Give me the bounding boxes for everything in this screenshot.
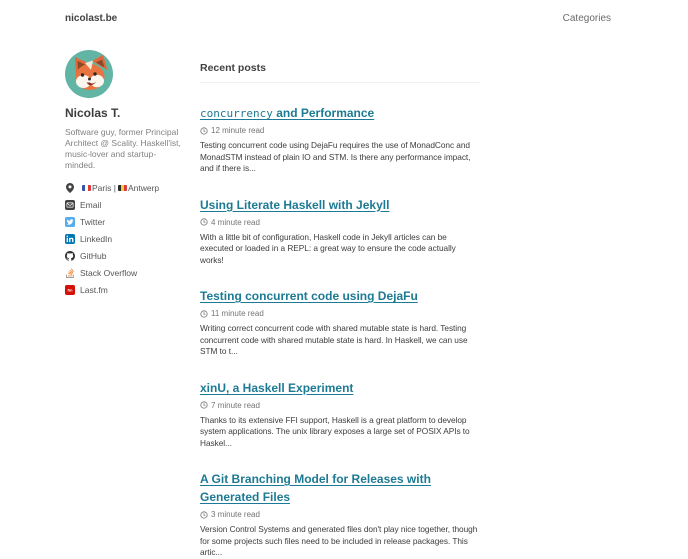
post-excerpt: Version Control Systems and generated files don't play nice together, though for some projects such files need to be included in release packages. This artic... [200, 524, 478, 557]
read-time: 3 minute read [211, 510, 260, 519]
sidebar-item-stackoverflow [65, 264, 185, 281]
belgium-flag-icon [118, 185, 127, 191]
post-meta [200, 510, 480, 519]
sidebar [65, 50, 185, 559]
clock-icon [200, 310, 208, 318]
email-icon [65, 200, 75, 210]
sidebar-item-email [65, 196, 185, 213]
sidebar-item-label: Last.fm [80, 284, 108, 295]
post-excerpt: Writing correct concurrent code with shared mutable state is hard. Testing concurrent code with shared mutable state is hard. In Haskell, we can use STM to t... [200, 323, 468, 356]
post-item [200, 470, 480, 559]
recent-posts-heading: Recent posts [200, 62, 480, 83]
linkedin-icon [65, 234, 75, 244]
post-title-link[interactable]: A Git Branching Model for Releases with Generated Files [200, 472, 431, 504]
sidebar-item-label: Twitter [80, 216, 106, 227]
post-excerpt: Testing concurrent code using DejaFu requires the use of MonadConc and MonadSTM instead of plain IO and STM. Is there any performance impact, and if there is... [200, 140, 471, 173]
post-meta [200, 218, 480, 227]
post-title-text: and Performance [272, 106, 375, 120]
post-item [200, 196, 480, 267]
post-title-link[interactable] [200, 106, 374, 120]
location-pin-icon [65, 183, 75, 193]
post-title-link[interactable]: Using Literate Haskell with Jekyll [200, 197, 390, 212]
sidebar-item-linkedin [65, 230, 185, 247]
avatar [65, 50, 113, 98]
sidebar-item-label: Email [80, 199, 102, 210]
main-content [200, 50, 480, 559]
sidebar-item-label: GitHub [80, 250, 107, 261]
sidebar-item-lastfm [65, 281, 185, 298]
post-meta [200, 401, 480, 410]
read-time: 12 minute read [211, 126, 265, 135]
twitter-icon [65, 217, 75, 227]
svg-text:fm: fm [67, 287, 73, 293]
clock-icon [200, 127, 208, 135]
read-time: 7 minute read [211, 400, 260, 410]
fox-avatar-icon [65, 50, 113, 98]
post-meta [200, 309, 480, 318]
profile-name: Nicolas T. [65, 106, 121, 120]
location-row [65, 179, 185, 196]
post-title-link[interactable]: xinU, a Haskell Experiment [200, 380, 354, 395]
github-icon [65, 251, 75, 261]
france-flag-icon [82, 185, 91, 191]
post-excerpt: With a little bit of configuration, Haskell code in Jekyll articles can be executed or loaded in a REPL: a great way to ensure the code actually works! [200, 231, 456, 265]
read-time: 4 minute read [211, 217, 260, 227]
categories-link[interactable]: Categories [562, 13, 611, 24]
site-title-link[interactable]: nicolast.be [65, 13, 118, 24]
profile-bio: Software guy, former Principal Architect @ Scality. Haskell'ist, music-lover and startup-minded. [65, 127, 181, 170]
post-item [200, 287, 480, 358]
post-title-code: concurrency [200, 107, 273, 120]
clock-icon [200, 218, 208, 226]
read-time: 11 minute read [211, 309, 264, 318]
header [0, 0, 688, 24]
sidebar-item-label: Stack Overflow [80, 267, 138, 278]
post-item [200, 379, 480, 450]
post-meta [200, 126, 480, 135]
sidebar-item-twitter [65, 213, 185, 230]
clock-icon [200, 511, 208, 519]
post-item [200, 104, 480, 175]
stackoverflow-icon [65, 268, 75, 278]
sidebar-item-label: LinkedIn [80, 233, 113, 244]
sidebar-item-github [65, 247, 185, 264]
clock-icon [200, 401, 208, 409]
location-text: Paris | Antwerp [80, 183, 159, 193]
lastfm-icon [65, 285, 75, 295]
post-title-link[interactable]: Testing concurrent code using DejaFu [200, 289, 418, 303]
sidebar-links [65, 179, 185, 298]
post-excerpt: Thanks to its extensive FFI support, Haskell is a great platform to develop system applications. The unix library exposes a large set of POSIX APIs to Haskel... [200, 414, 470, 448]
page-layout [0, 50, 688, 559]
